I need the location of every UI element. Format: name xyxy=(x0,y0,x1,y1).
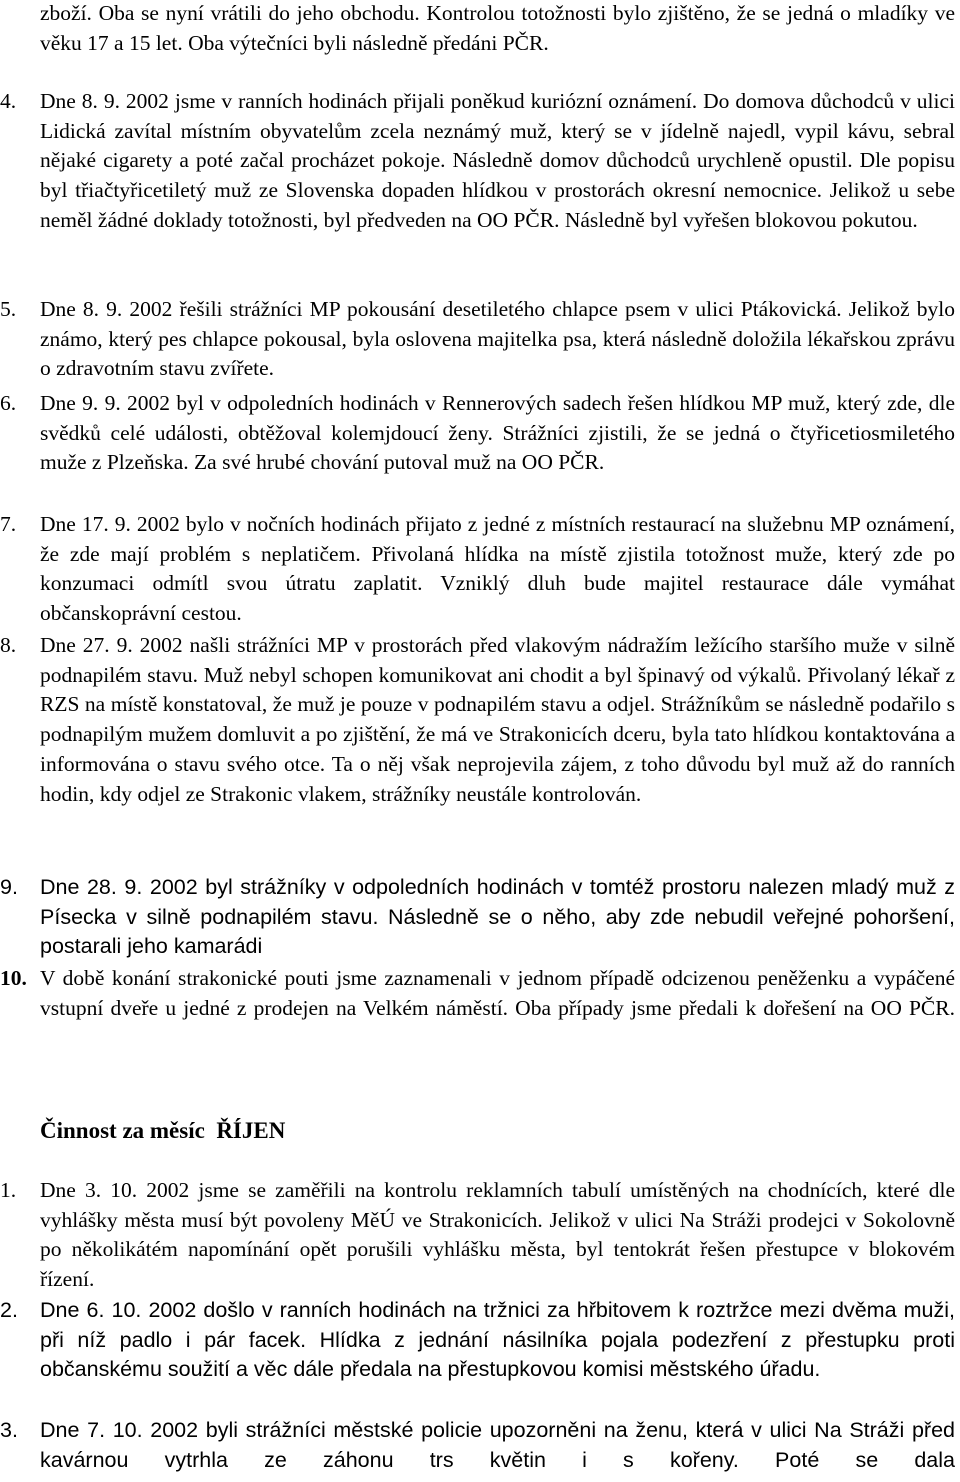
item-text: Dne 9. 9. 2002 byl v odpoledních hodinách v Rennerových sadech řešen hlídkou MP muž, který zde, dle svědků celé události, obtěžoval kolemjdoucí ženy. Strážníci zjistili, že se jedná o čtyřicetiosmiletého muže z Plzeňska. Za své hrubé chování putoval muž na OO PČR. xyxy=(40,391,955,475)
item-number: 4. xyxy=(0,89,17,113)
item-number: 7. xyxy=(0,512,17,536)
item-text: Dne 6. 10. 2002 došlo v ranních hodinách na tržnici za hřbitovem k roztržce mezi dvěma muži, při níž padlo i pár facek. Hlídka z jednání násilníka pojala podezření z přestupku proti občanskému soužití a věc dále předala na přestupkovou komisi městského úřadu. xyxy=(40,1298,955,1381)
item-text: Dne 3. 10. 2002 jsme se zaměřili na kontrolu reklamních tabulí umístěných na chodnících, které dle vyhlášky města musí být povoleny MěÚ ve Strakonicích. Jelikož v ulici Na Stráži prodejci v Sokolovně po několikátém napomínání opět porušili vyhlášku města, byl tentokrát řešen přestupce v blokovém řízení. xyxy=(40,1178,955,1292)
intro-paragraph xyxy=(0,0,955,58)
item-text: Dne 27. 9. 2002 našli strážníci MP v prostorách před vlakovým nádražím ležícího staršího muže v silně podnapilém stavu. Muž nebyl schopen komunikovat ani chodit a byl špinavý od výkalů. Přivolaný lékař z RZS na místě konstatoval, že muž je pouze v podnapilém stavu a odjel. Strážníkům se následně podařilo s podnapilým mužem domluvit a po zjištění, že má ve Strakonicích dceru, byla tato hlídkou kontaktována a informována o stavu svého otce. Ta o něj však neprojevila zájem, z toho důvodu byl muž až do ranních hodin, kdy odjel ze Strakonic vlakem, strážníky neustále kontrolován. xyxy=(40,633,955,806)
list-item xyxy=(0,873,955,962)
item-number: 9. xyxy=(0,875,18,899)
list-item xyxy=(0,1416,955,1475)
item-text: V době konání strakonické pouti jsme zaznamenali v jednom případě odcizenou peněženku a vypáčené vstupní dveře u jedné z prodejen na Velkém náměstí. Oba případy jsme předali k dořešení na OO PČR. xyxy=(40,966,955,1020)
item-number: 8. xyxy=(0,633,17,657)
item-text: Dne 17. 9. 2002 bylo v nočních hodinách přijato z jedné z místních restaurací na služebnu MP oznámení, že zde mají problém s neplatičem. Přivolaná hlídka na místě zjistila totožnost muže, který zde po konzumaci odmítl svou útratu zaplatit. Vzniklý dluh bude majitel restaurace dále vymáhat občanskoprávní cestou. xyxy=(40,512,955,626)
list-item xyxy=(0,510,955,629)
list-item xyxy=(0,1176,955,1295)
list-item xyxy=(0,964,955,1023)
list-item xyxy=(0,631,955,809)
item-text: Dne 8. 9. 2002 řešili strážníci MP pokousání desetiletého chlapce psem v ulici Ptákovická. Jelikož bylo známo, který pes chlapce pokousal, byla oslovena majitelka psa, která následně doložila lékařskou zprávu o zdravotním stavu zvířete. xyxy=(40,297,955,381)
item-text: Dne 28. 9. 2002 byl strážníky v odpoledních hodinách v tomtéž prostoru nalezen mladý muž z Písecka v silně podnapilém stavu. Následně se o něho, aby zde nebudil veřejné pohoršení, postarali jeho kamarádi xyxy=(40,875,955,958)
list-item xyxy=(0,87,955,236)
section-heading: Činnost za měsíc ŘÍJEN xyxy=(40,1118,286,1143)
item-number: 10. xyxy=(0,966,27,990)
item-number: 1. xyxy=(0,1178,17,1202)
list-item xyxy=(0,389,955,478)
intro-text: zboží. Oba se nyní vrátili do jeho obchodu. Kontrolou totožnosti bylo zjištěno, že se jedná o mladíky ve věku 17 a 15 let. Oba výtečníci byli následně předáni PČR. xyxy=(40,1,955,55)
list-item xyxy=(0,1296,955,1385)
item-text: Dne 7. 10. 2002 byli strážníci městské policie upozorněni na ženu, která v ulici Na Stráži před kavárnou vytrhla ze záhonu trs květin i s kořeny. Poté se dala xyxy=(40,1418,955,1472)
item-number: 3. xyxy=(0,1418,18,1442)
item-number: 5. xyxy=(0,297,17,321)
item-text: Dne 8. 9. 2002 jsme v ranních hodinách přijali poněkud kuriózní oznámení. Do domova důchodců v ulici Lidická zavítal místním obyvatelům zcela neznámý muž, který se v jídelně najedl, vypil kávu, sebral nějaké cigarety a poté začal procházet pokoje. Následně domov důchodců urychleně opustil. Dle popisu byl třiačtyřicetiletý muž ze Slovenska dopaden hlídkou v prostorách okresní nemocnice. Jelikož u sebe neměl žádné doklady totožnosti, byl předveden na OO PČR. Následně byl vyřešen blokovou pokutou. xyxy=(40,89,955,232)
item-number: 2. xyxy=(0,1298,18,1322)
list-item xyxy=(0,295,955,384)
item-number: 6. xyxy=(0,391,17,415)
